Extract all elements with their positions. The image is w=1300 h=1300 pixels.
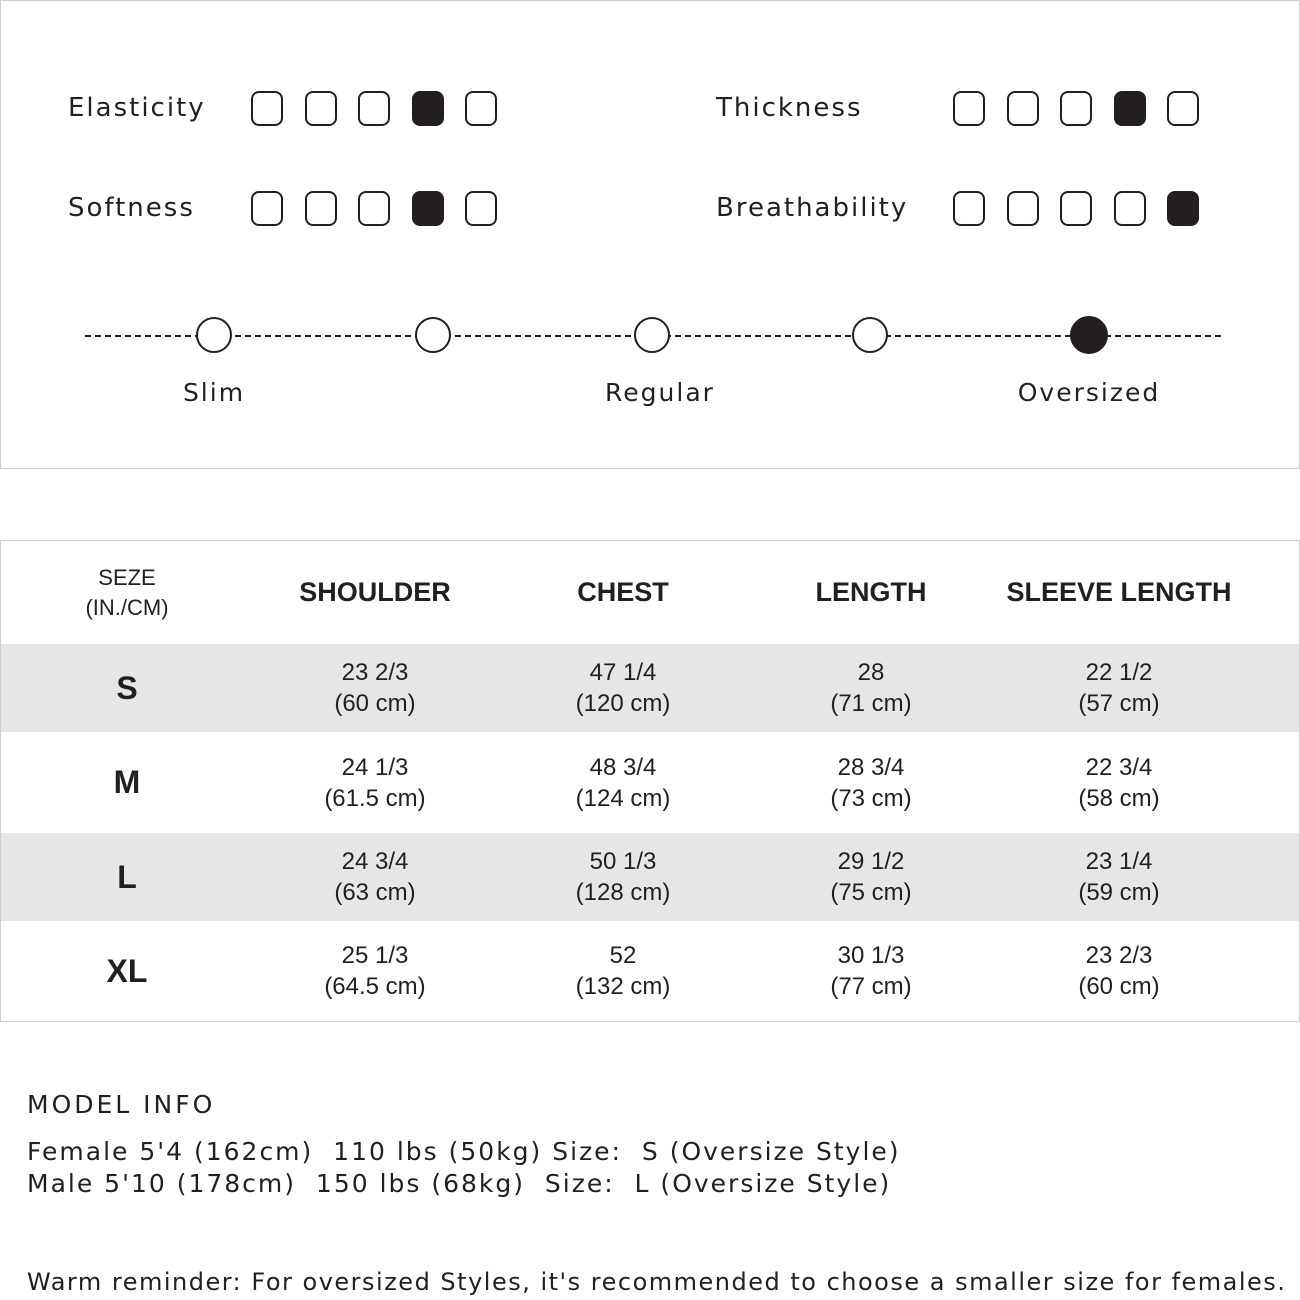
value-in: 24 3/4 xyxy=(341,848,409,875)
shoulder-cell xyxy=(253,921,497,1021)
rating-box xyxy=(465,91,497,126)
fit-label-slim: Slim xyxy=(182,378,246,407)
fit-label-oversized: Oversized xyxy=(1017,378,1161,407)
value-cm: (60 cm) xyxy=(334,690,416,717)
value-cm: (58 cm) xyxy=(1078,784,1160,812)
header-size-label: SEZE xyxy=(98,564,156,590)
table-row xyxy=(1,644,1299,732)
value-cm: (73 cm) xyxy=(830,784,912,812)
rating-box xyxy=(358,91,390,126)
value-in: 25 1/3 xyxy=(341,942,409,969)
fit-label-regular: Regular xyxy=(605,378,715,407)
shoulder-cell xyxy=(253,732,497,833)
table-header-row xyxy=(1,541,1299,644)
rating-box xyxy=(305,191,337,226)
value-in: 29 1/2 xyxy=(837,848,905,875)
header-size-unit: (IN./CM) xyxy=(85,594,169,620)
value-cm: (75 cm) xyxy=(830,879,912,906)
attr-label-softness: Softness xyxy=(68,193,195,223)
chest-cell xyxy=(497,833,749,921)
header-chest: CHEST xyxy=(577,577,669,607)
rating-box xyxy=(358,191,390,226)
rating-box xyxy=(305,91,337,126)
header-length: LENGTH xyxy=(815,577,927,607)
value-in: 48 3/4 xyxy=(589,753,657,781)
value-in: 22 3/4 xyxy=(1085,753,1153,781)
sleeve-length-cell xyxy=(993,921,1245,1021)
rating-box xyxy=(1114,91,1146,126)
value-in: 24 1/3 xyxy=(341,753,409,781)
value-cm: (77 cm) xyxy=(830,973,912,1000)
value-in: 28 xyxy=(857,659,885,686)
header-size xyxy=(1,541,253,644)
attr-label-elasticity: Elasticity xyxy=(68,93,206,123)
value-in: 50 1/3 xyxy=(589,848,657,875)
rating-box xyxy=(1114,191,1146,226)
attr-label-thickness: Thickness xyxy=(716,93,863,123)
model-info-female: Female 5'4 (162cm) 110 lbs (50kg) Size: S (Oversize Style) xyxy=(27,1137,901,1166)
model-info-male: Male 5'10 (178cm) 150 lbs (68kg) Size: L (Oversize Style) xyxy=(27,1169,892,1198)
value-in: 23 1/4 xyxy=(1085,848,1153,875)
rating-box xyxy=(1167,191,1199,226)
value-in: 47 1/4 xyxy=(589,659,657,686)
value-cm: (132 cm) xyxy=(575,973,671,1000)
length-cell xyxy=(749,921,993,1021)
rating-box xyxy=(412,191,444,226)
rating-box xyxy=(1060,91,1092,126)
size-chart-table xyxy=(0,540,1300,1022)
rating-box xyxy=(1007,91,1039,126)
chest-cell xyxy=(497,644,749,732)
value-cm: (59 cm) xyxy=(1078,879,1160,906)
value-cm: (60 cm) xyxy=(1078,973,1160,1000)
fit-point-1 xyxy=(196,317,232,353)
size-cell: M xyxy=(113,764,141,800)
rating-box xyxy=(953,91,985,126)
fit-point-2 xyxy=(415,317,451,353)
rating-box xyxy=(251,191,283,226)
fit-point-selected xyxy=(1070,316,1108,354)
length-cell xyxy=(749,732,993,833)
warm-reminder: Warm reminder: For oversized Styles, it's recommended to choose a smaller size for females. xyxy=(27,1268,1287,1296)
chest-cell xyxy=(497,732,749,833)
rating-box xyxy=(251,91,283,126)
model-info-title: MODEL INFO xyxy=(27,1090,216,1119)
sleeve-length-cell xyxy=(993,833,1245,921)
length-cell xyxy=(749,833,993,921)
rating-box xyxy=(1060,191,1092,226)
fabric-attributes-panel xyxy=(0,0,1300,469)
size-cell: XL xyxy=(106,952,148,989)
value-in: 28 3/4 xyxy=(837,753,905,781)
table-row xyxy=(1,921,1299,1021)
rating-box xyxy=(1167,91,1199,126)
size-cell: S xyxy=(116,669,138,706)
value-cm: (63 cm) xyxy=(334,879,416,906)
value-in: 22 1/2 xyxy=(1085,659,1153,686)
rating-box xyxy=(465,191,497,226)
sleeve-length-cell xyxy=(993,644,1245,732)
header-sleeve-length: SLEEVE LENGTH xyxy=(1006,577,1232,607)
fit-point-3 xyxy=(634,317,670,353)
header-shoulder: SHOULDER xyxy=(299,577,451,607)
value-in: 23 2/3 xyxy=(1085,942,1153,969)
shoulder-cell xyxy=(253,644,497,732)
length-cell xyxy=(749,644,993,732)
value-cm: (57 cm) xyxy=(1078,690,1160,717)
rating-box xyxy=(412,91,444,126)
value-cm: (120 cm) xyxy=(575,690,671,717)
size-cell: L xyxy=(117,858,137,895)
table-row xyxy=(1,833,1299,921)
value-cm: (61.5 cm) xyxy=(324,784,426,812)
value-cm: (64.5 cm) xyxy=(324,973,426,1000)
fit-point-4 xyxy=(852,317,888,353)
attr-label-breathability: Breathability xyxy=(716,193,909,223)
value-in: 30 1/3 xyxy=(837,942,905,969)
value-cm: (128 cm) xyxy=(575,879,671,906)
shoulder-cell xyxy=(253,833,497,921)
value-in: 52 xyxy=(609,942,637,969)
chest-cell xyxy=(497,921,749,1021)
rating-box xyxy=(1007,191,1039,226)
sleeve-length-cell xyxy=(993,732,1245,833)
value-cm: (71 cm) xyxy=(830,690,912,717)
table-row xyxy=(1,732,1299,833)
rating-box xyxy=(953,191,985,226)
value-cm: (124 cm) xyxy=(575,784,671,812)
value-in: 23 2/3 xyxy=(341,659,409,686)
